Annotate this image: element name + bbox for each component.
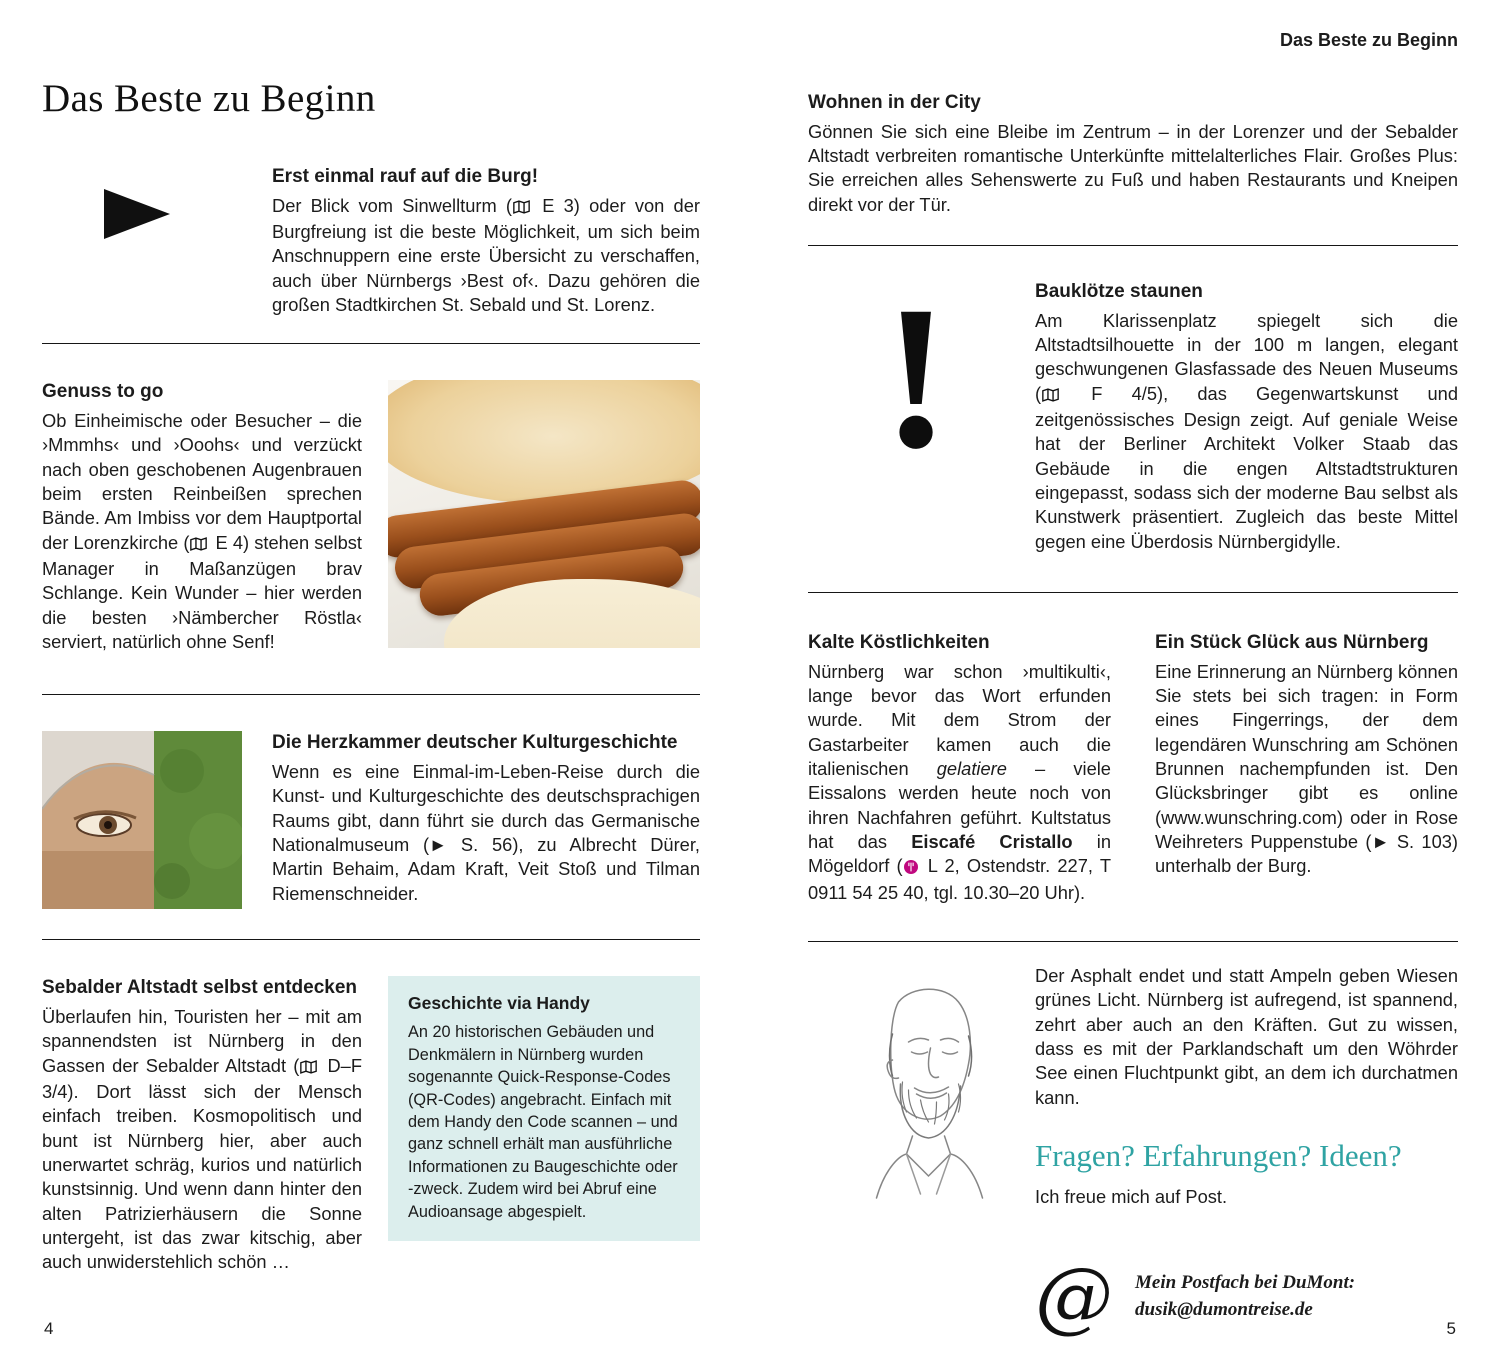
section-genuss — [42, 380, 700, 654]
text-fragment: – viele Eissalons werden heute noch von ihren Nachfahren geführt. Kultstatus hat das — [808, 757, 1111, 852]
pointer-triangle-wrap — [42, 165, 272, 317]
text-fragment: L 2, Ostendstr. 227, T 0911 54 25 40, tgl. 10.30–20 Uhr). — [808, 855, 1111, 903]
section-genuss-text — [42, 380, 362, 654]
divider — [808, 941, 1458, 942]
section-herzkammer — [42, 731, 700, 909]
section-heading-burg: Erst einmal rauf auf die Burg! — [272, 166, 539, 187]
text-fragment: E 3) oder von der Burgfreiung ist die beste Möglichkeit, um sich beim Anschnuppern eine erste Übersicht zu verschaffen, auch über Nürnbergs ›Best of‹. Dazu gehören die großen Stadtkirchen St. Sebald und St. Lorenz. — [272, 194, 700, 315]
section-author-text — [1035, 964, 1458, 1208]
section-heading-genuss: Genuss to go — [42, 381, 164, 403]
exclamation-wrap — [808, 264, 1035, 554]
section-sebalder — [42, 976, 700, 1274]
info-box-paragraph: An 20 historischen Gebäuden und Denkmälern in Nürnberg wurden sogenannte Quick-Response-Codes (QR-Codes) angebracht. Einfach mit dem Handy den Code scannen – und ganz schnell erhält man ausführliche Informationen zu Baugeschichte oder -zweck. Zudem wird bei Abruf eine Audioansage abgespielt. — [408, 1023, 678, 1221]
mail-block — [1035, 1251, 1458, 1342]
divider — [42, 343, 700, 344]
text-fragment: E 4) stehen selbst Manager in Maßanzügen brav Schlange. Kein Wunder – hier werden die besten ›Nämbercher Röstla‹ serviert, natürlich ohne Senf! — [42, 531, 362, 652]
section-heading-herzkammer: Die Herzkammer deutscher Kulturgeschichte — [272, 732, 678, 754]
section-wohnen — [808, 91, 1458, 217]
map-icon — [513, 196, 530, 220]
text-fragment-bold: Eiscafé Cristallo — [911, 830, 1073, 852]
map-icon — [300, 1056, 317, 1080]
section-paragraph-kalte — [808, 660, 1111, 905]
section-glueck — [1155, 631, 1458, 905]
divider — [808, 245, 1458, 246]
section-bauklotze — [808, 264, 1458, 554]
section-paragraph-glueck: Eine Erinnerung an Nürnberg können Sie stets bei sich tragen: in Form eines Fingerrings, der dem legendären Wunschring am Schönen Brunnen nachempfunden ist. Den Glücksbringer gibt es online (www.wunschring.com) oder in Rose Weihreters Puppenstube (► S. 103) unterhalb der Burg. — [1155, 660, 1458, 877]
mail-address: dusik@dumontreise.de — [1135, 1299, 1313, 1320]
section-heading-sebalder: Sebalder Altstadt selbst entdecken — [42, 977, 358, 999]
page-left — [42, 0, 700, 1357]
section-burg — [42, 165, 700, 317]
section-author — [808, 964, 1458, 1208]
text-fragment: in Mögeldorf ( — [808, 830, 1111, 877]
text-fragment: D–F 3/4). Dort lässt sich der Mensch einfach treiben. Kosmopolitisch und bunt ist Nürnberg hier, aber auch unerwartet schräg, kurios und natürlich kunstsinnig. Und wenn dann hinter den alten Patrizierhäusern die Sonne untergeht, ist das zwar kitschig, aber auch unwiderstehlich schön … — [42, 1054, 362, 1273]
section-heading-glueck: Ein Stück Glück aus Nürnberg — [1155, 631, 1429, 653]
section-burg-text — [272, 165, 700, 317]
restaurant-icon — [904, 856, 918, 880]
bratwurst-photo — [388, 380, 700, 648]
section-two-columns — [808, 631, 1458, 905]
page-title: Das Beste zu Beginn — [42, 77, 376, 120]
section-herzkammer-text — [272, 731, 700, 909]
text-fragment: Am Klarissenplatz spiegelt sich die Altstadtsilhouette in der 100 m langen, elegant geschwungenen Glasfassade des Neuen Museums ( — [1035, 309, 1458, 404]
map-icon — [190, 533, 207, 557]
section-heading-kalte: Kalte Köstlichkeiten — [808, 631, 990, 653]
section-heading-bauklotze: Bauklötze staunen — [1035, 281, 1203, 302]
info-box-geschichte-via-handy — [388, 976, 700, 1241]
exclamation-mark: ! — [882, 264, 951, 491]
section-paragraph-herzkammer: Wenn es eine Einmal-im-Leben-Reise durch die Kunst- und Kulturgeschichte des deutschsprachigen Raums gibt, dann führt sie durch das Germanische Nationalmuseum (► S. 56), zu Albrecht Dürer, Martin Behaim, Adam Kraft, Veit Stoß und Tilman Riemenschneider. — [272, 760, 700, 904]
author-portrait-sketch — [834, 964, 1014, 1208]
text-fragment: Der Blick vom Sinwellturm ( — [272, 194, 512, 216]
teal-heading-fragen: Fragen? Erfahrungen? Ideen? — [1035, 1137, 1402, 1173]
page-right — [808, 0, 1458, 1357]
section-paragraph-bauklotze — [1035, 309, 1458, 554]
section-bauklotze-text — [1035, 280, 1458, 554]
mail-label: Mein Postfach bei DuMont: — [1135, 1272, 1356, 1294]
mail-text — [1135, 1270, 1355, 1323]
text-fragment: Überlaufen hin, Touristen her – mit am spannendsten ist Nürnberg in den Gassen der Sebalder Altstadt ( — [42, 1005, 362, 1076]
text-fragment: Nürnberg war schon ›multikulti‹, lange bevor das Wort erfunden wurde. Mit dem Strom der Gastarbeiter kamen auch die italienischen — [808, 660, 1111, 779]
map-icon — [1042, 384, 1059, 408]
section-kalte — [808, 631, 1111, 905]
page-number-left: 4 — [44, 1319, 54, 1338]
running-head: Das Beste zu Beginn — [1279, 30, 1458, 50]
divider — [42, 694, 700, 695]
pointer-triangle-icon — [104, 189, 170, 239]
page-number-right: 5 — [1446, 1319, 1456, 1338]
at-icon: @ — [1035, 1251, 1113, 1342]
text-fragment-italic: gelatiere — [936, 757, 1007, 779]
section-sebalder-text — [42, 976, 362, 1274]
text-fragment: F 4/5), das Gegenwartskunst und zeitgenössisches Design zeigt. Auf geniale Weise hat der Berliner Architekt Volker Staab das Gebäude in die engen Altstadtstrukturen eingepasst, sodass sich der moderne Bau selbst als Kunstwerk präsentiert. Zugleich das beste Mittel gegen eine Überdosis Nürnbergidylle. — [1035, 382, 1458, 552]
divider — [42, 939, 700, 940]
section-paragraph-sebalder — [42, 1005, 362, 1275]
post-line: Ich freue mich auf Post. — [1035, 1185, 1228, 1207]
section-paragraph-genuss — [42, 409, 362, 654]
section-paragraph-wohnen: Gönnen Sie sich eine Bleibe im Zentrum – in der Lorenzer und der Sebalder Altstadt verbreiten romantische Unterkünfte mittelalterliches Flair. Großes Plus: Sie erreichen alles Sehenswerte zu Fuß und haben Restaurants und Kneipen direkt vor der Tür. — [808, 120, 1458, 215]
text-fragment: Ob Einheimische oder Besucher – die ›Mmmhs‹ und ›Ooohs‹ und verzückt nach oben geschobenen Augenbrauen beim ersten Reinbeißen sprechen Bände. Am Imbiss vor dem Hauptportal der Lorenzkirche ( — [42, 410, 362, 553]
section-paragraph-burg — [272, 194, 700, 318]
author-quote: Der Asphalt endet und statt Ampeln geben Wiesen grünes Licht. Nürnberg ist aufregend, ist spannend, zehrt aber auch an den Kräften. Gut zu wissen, dass es mit der Parklandschaft um den Wöhrder See einen Fluchtpunkt gibt, an dem ich durchatmen kann. — [1035, 964, 1458, 1108]
divider — [808, 592, 1458, 593]
info-box-heading: Geschichte via Handy — [408, 993, 590, 1014]
section-heading-wohnen: Wohnen in der City — [808, 92, 981, 113]
duerer-painting-image — [42, 731, 242, 909]
